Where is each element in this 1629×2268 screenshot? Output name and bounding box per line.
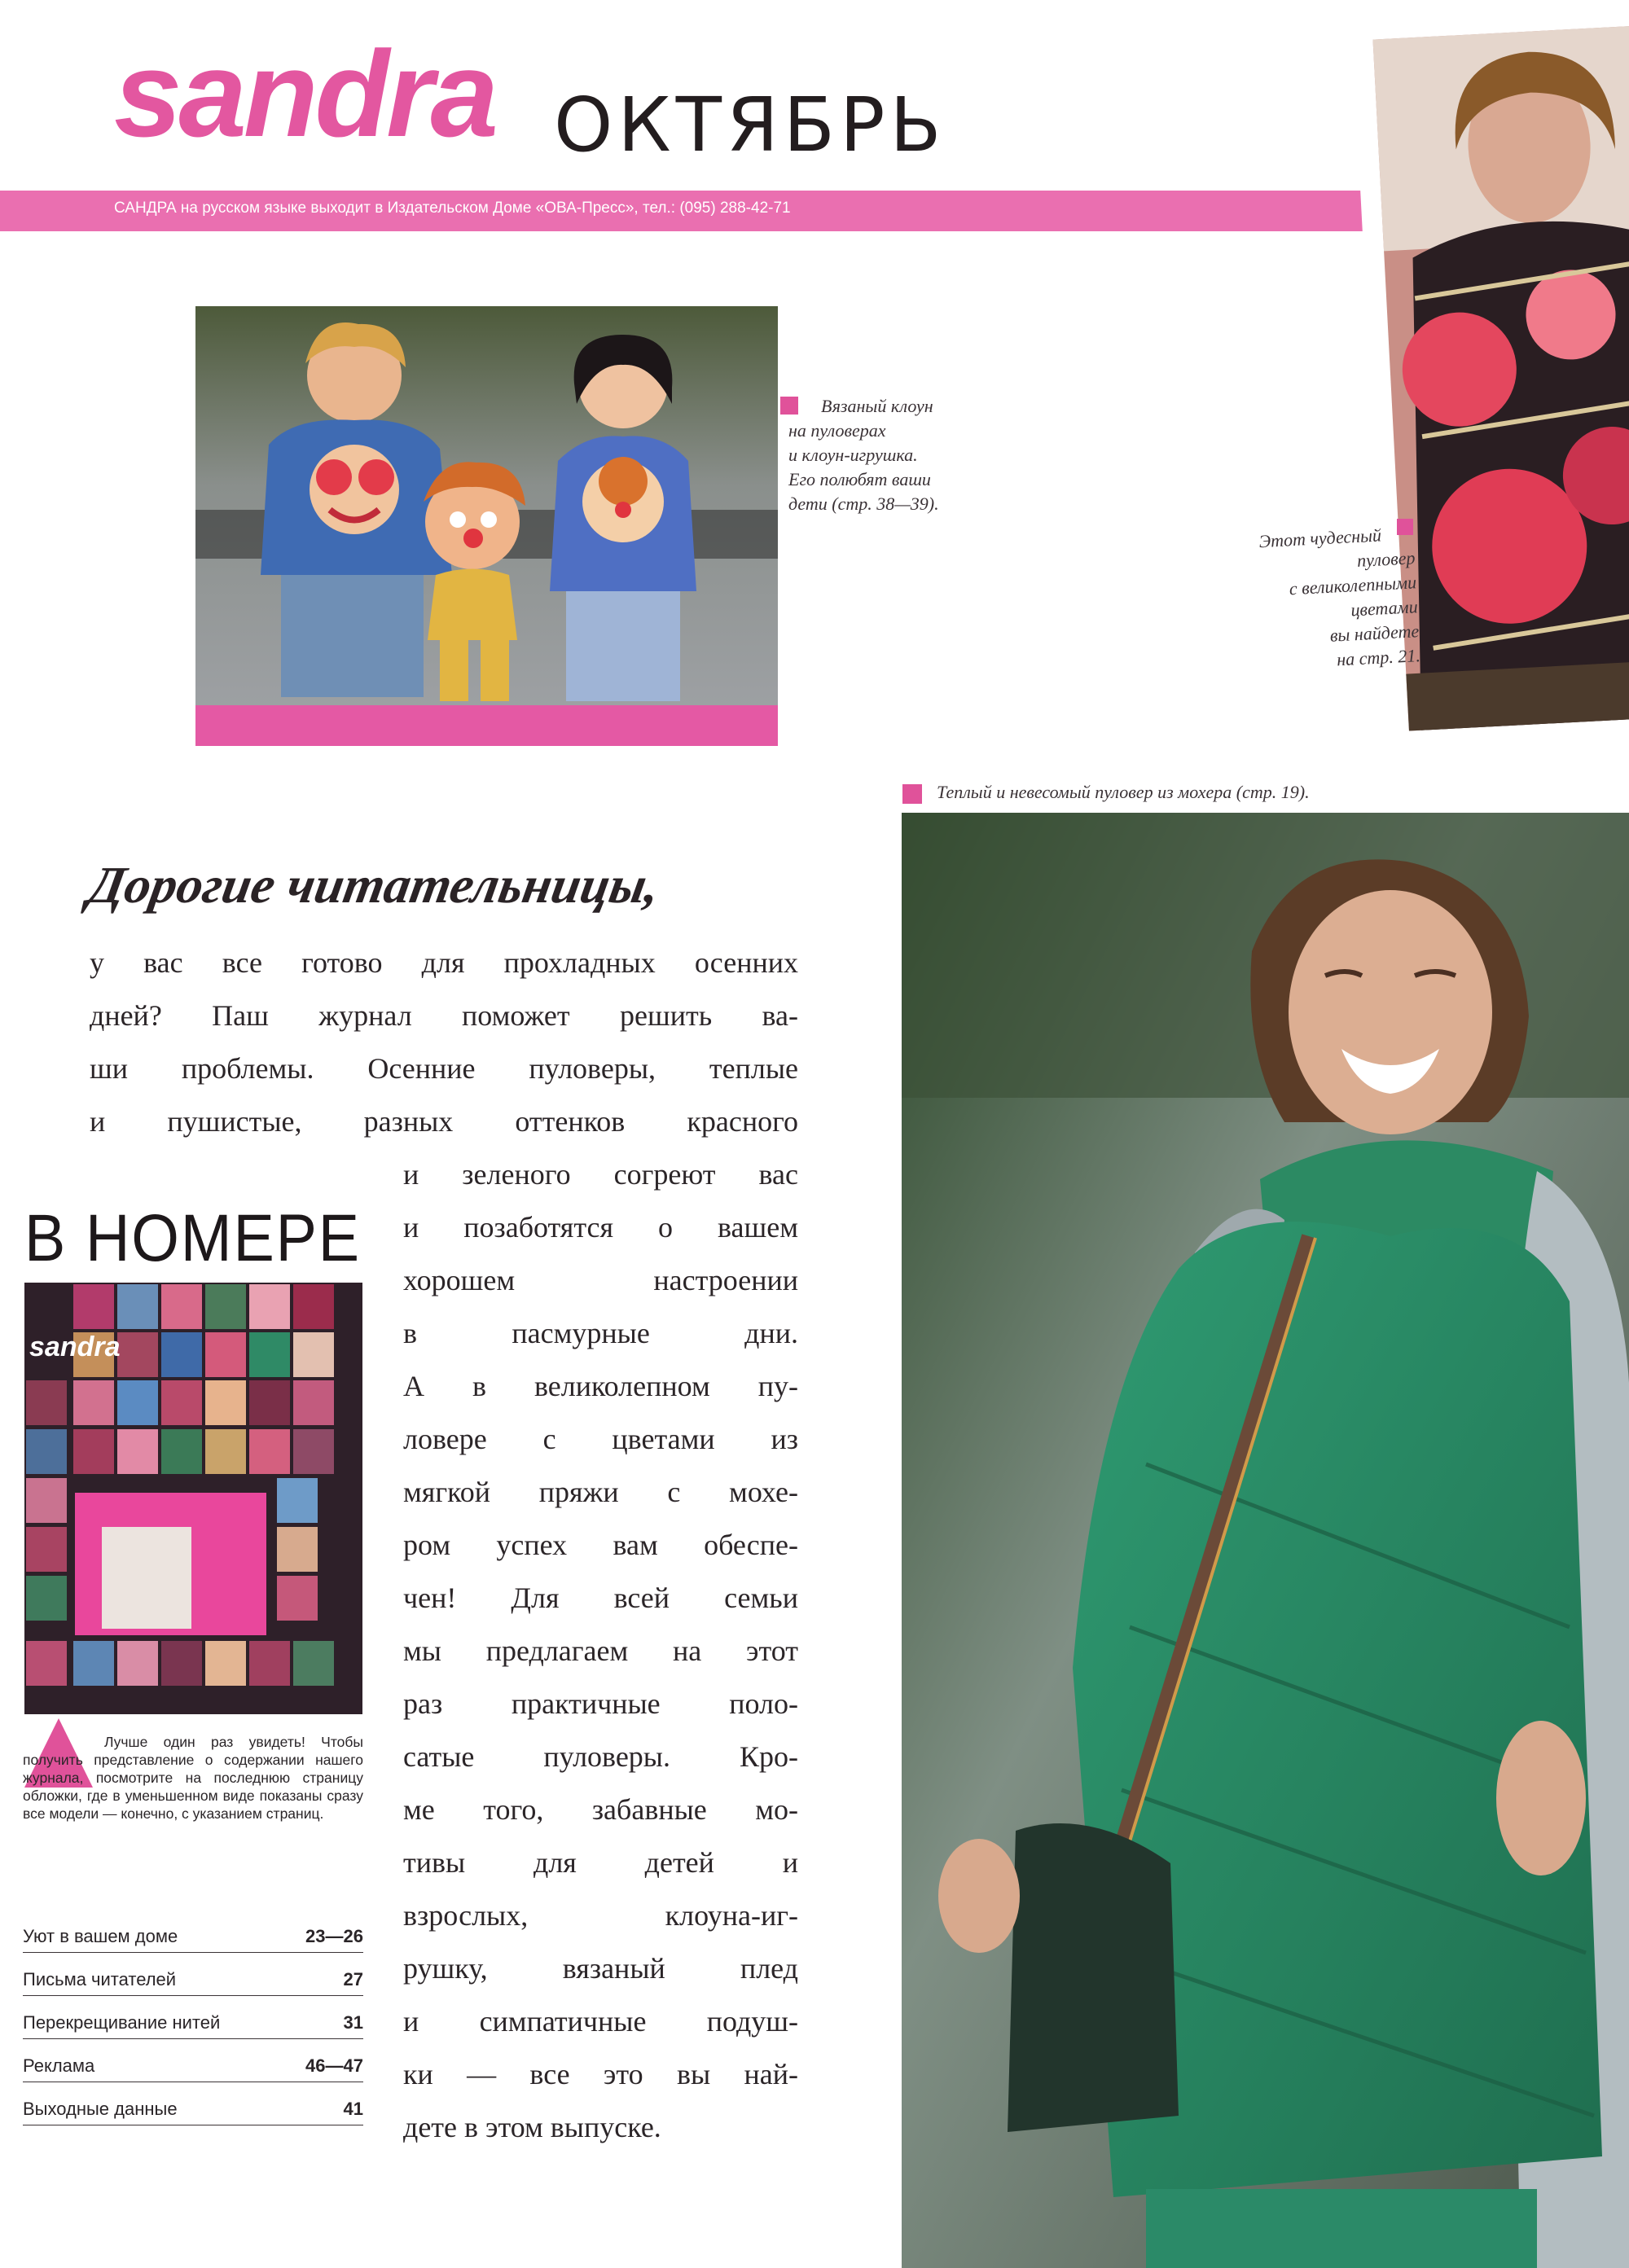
caption-line: с великолепными	[1289, 572, 1417, 599]
letter-line: ши проблемы. Осенние пуловеры, теплые	[90, 1052, 798, 1085]
caption-marker	[902, 784, 922, 804]
caption-line: цветами	[1350, 596, 1419, 621]
letter-line: рушку, вязаный плед	[403, 1952, 798, 1985]
letter-line: сатые пуловеры. Кро-	[403, 1740, 798, 1773]
contents-item-pages: 27	[343, 1969, 363, 1989]
contents-note: Лучше один раз увидеть! Чтобы получить представление о содержании нашего журнала, посмотрите на последнюю страницу обложки, где в уменьшенном виде показаны сразу все модели — конечно, с указанием страниц.	[23, 1734, 363, 1822]
contents-item-label: Перекрещивание нитей	[23, 2012, 221, 2033]
contents-item-pages: 31	[343, 2012, 363, 2033]
letter-line: А в великолепном пу-	[403, 1370, 798, 1402]
contents-item-label: Письма читателей	[23, 1969, 177, 1989]
letter-line: ки — все это вы най-	[403, 2058, 798, 2090]
letter-column	[403, 1148, 798, 2154]
greeting-heading: Дорогие читательницы,	[84, 856, 665, 914]
letter-line: раз практичные поло-	[403, 1687, 798, 1720]
letter-line: дней? Паш журнал поможет решить ва-	[90, 999, 798, 1032]
contents-item-pages: 46—47	[305, 2055, 363, 2076]
letter-line: взрослых, клоуна-иг-	[403, 1899, 798, 1932]
contents-heading: В НОМЕРЕ	[24, 1201, 361, 1275]
letter-line: хорошем настроении	[403, 1264, 798, 1296]
letter-line: тивы для детей и	[403, 1846, 798, 1879]
caption-line: Вязаный клоун	[821, 396, 933, 416]
caption-line: и клоун-игрушка.	[788, 445, 918, 465]
magazine-logo: sandra	[114, 25, 495, 162]
kids-caption	[788, 394, 1016, 516]
letter-line: чен! Для всей семьи	[403, 1581, 798, 1614]
contents-item	[23, 1996, 363, 2039]
caption-line: пуловер	[1356, 547, 1416, 571]
letter-line: мы предлагаем на этот	[403, 1634, 798, 1667]
letter-line: и симпатичные подуш-	[403, 2005, 798, 2038]
contents-item-label: Реклама	[23, 2055, 95, 2076]
contents-item-pages: 41	[343, 2099, 363, 2119]
thumbnail-logo: sandra	[29, 1331, 121, 1362]
letter-line: в пасмурные дни.	[403, 1317, 798, 1349]
letter-line: дете в этом выпуске.	[403, 2111, 661, 2143]
contents-item-pages: 23—26	[305, 1926, 363, 1946]
letter-line: ром успех вам обеспе-	[403, 1529, 798, 1561]
contents-item	[23, 2082, 363, 2125]
caption-line: вы найдете	[1329, 621, 1420, 646]
letter-line: у вас все готово для прохладных осенних	[90, 946, 798, 979]
letter-line: и зеленого согреют вас	[403, 1158, 798, 1191]
green-mohair-photo	[902, 813, 1629, 2268]
letter-line: ме того, забавные мо-	[403, 1793, 798, 1826]
contents-item-label: Уют в вашем доме	[23, 1926, 178, 1946]
caption-line: на пуловерах	[788, 420, 886, 441]
letter-line: и пушистые, разных оттенков красного	[90, 1105, 798, 1138]
letter-line: ловере с цветами из	[403, 1423, 798, 1455]
caption-line: дети (стр. 38—39).	[788, 494, 939, 514]
publisher-line: САНДРА на русском языке выходит в Издательском Доме «ОВА-Пресс», тел.: (095) 288-42-71	[114, 200, 791, 217]
green-caption: Теплый и невесомый пуловер из мохера (стр. 19).	[937, 782, 1310, 802]
letter-line: и позаботятся о вашем	[403, 1211, 798, 1244]
thumbnail-blanket-image	[102, 1527, 191, 1629]
contents-item-label: Выходные данные	[23, 2099, 178, 2119]
caption-line: Его полюбят ваши	[788, 469, 931, 489]
contents-item	[23, 1953, 363, 1996]
caption-line: Этот чудесный	[1258, 524, 1382, 552]
contents-item	[23, 1910, 363, 1953]
letter-intro	[90, 937, 798, 1148]
letter-line: мягкой пряжи с мохе-	[403, 1476, 798, 1508]
back-cover-thumbnail	[24, 1283, 362, 1714]
caption-line: на стр. 21.	[1336, 645, 1421, 670]
kids-clown-photo	[195, 306, 778, 746]
contents-item	[23, 2039, 363, 2082]
flower-caption	[1169, 521, 1420, 680]
issue-month: ОКТЯБРЬ	[554, 81, 946, 169]
